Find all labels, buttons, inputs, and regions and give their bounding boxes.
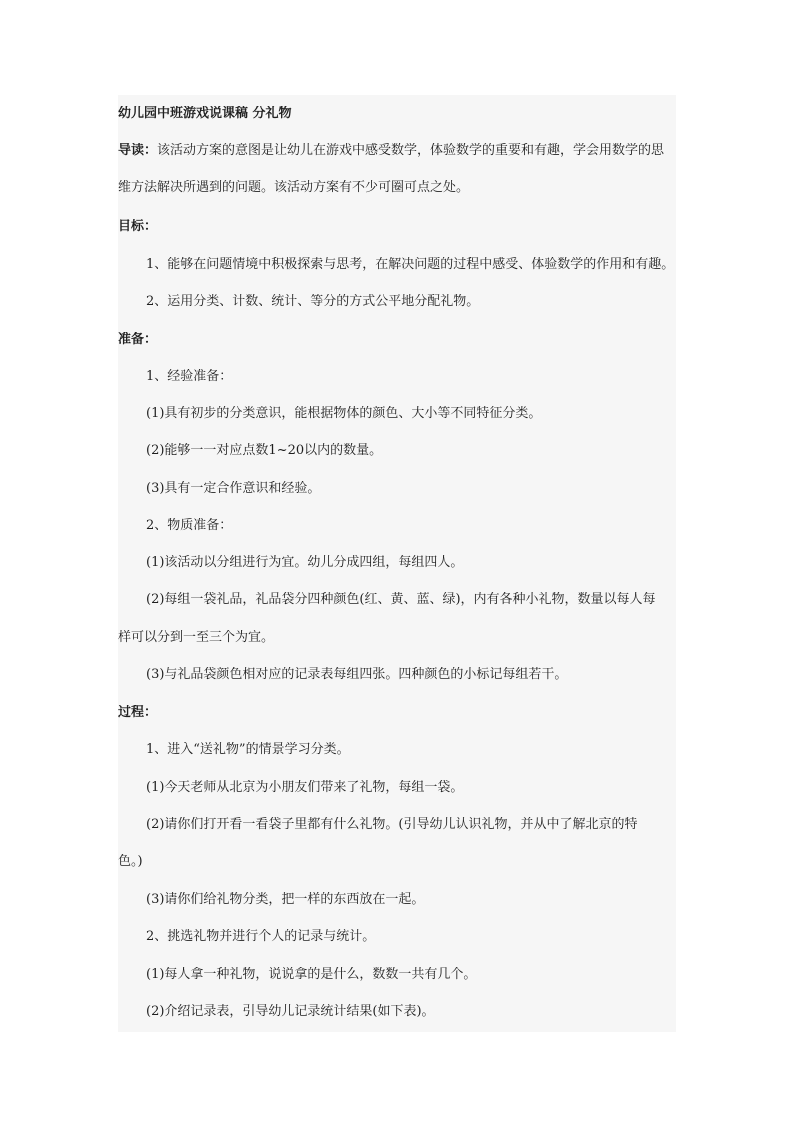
prep-material-item-2-line-1: (2)每组一袋礼品，礼品袋分四种颜色(红、黄、蓝、绿)，内有各种小礼物，数量以每人每 bbox=[146, 592, 656, 607]
document-page bbox=[118, 95, 676, 1032]
process-step-2-item-1: (1)每人拿一种礼物，说说拿的是什么，数数一共有几个。 bbox=[146, 967, 477, 982]
process-step-1-item-2-line-2: 色。) bbox=[118, 854, 143, 869]
goals-heading: 目标： bbox=[118, 219, 158, 234]
goal-item-2: 2、运用分类、计数、统计、等分的方式公平地分配礼物。 bbox=[146, 294, 480, 309]
prep-material-item-3: (3)与礼品袋颜色相对应的记录表每组四张。四种颜色的小标记每组若干。 bbox=[146, 667, 568, 682]
intro-label: 导读： bbox=[118, 143, 158, 158]
process-step-1-item-1: (1)今天老师从北京为小朋友们带来了礼物，每组一袋。 bbox=[146, 780, 464, 795]
process-step-1-heading: 1、进入“送礼物”的情景学习分类。 bbox=[146, 742, 350, 757]
process-step-2-item-2: (2)介绍记录表，引导幼儿记录统计结果(如下表)。 bbox=[146, 1004, 435, 1019]
intro-paragraph-line-2: 维方法解决所遇到的问题。该活动方案有不少可圈可点之处。 bbox=[118, 180, 470, 195]
process-heading: 过程： bbox=[118, 705, 158, 720]
prep-experience-heading: 1、经验准备： bbox=[146, 369, 233, 384]
prep-experience-item-2: (2)能够一一对应点数1~20以内的数量。 bbox=[146, 443, 383, 458]
process-step-1-item-2-line-1: (2)请你们打开看一看袋子里都有什么礼物。(引导幼儿认识礼物，并从中了解北京的特 bbox=[146, 817, 638, 832]
process-step-1-item-3: (3)请你们给礼物分类，把一样的东西放在一起。 bbox=[146, 892, 425, 907]
prep-material-heading: 2、物质准备： bbox=[146, 518, 233, 533]
prep-heading: 准备： bbox=[118, 332, 158, 347]
prep-experience-item-1: (1)具有初步的分类意识，能根据物体的颜色、大小等不同特征分类。 bbox=[146, 406, 542, 421]
intro-paragraph-line-1 bbox=[118, 143, 676, 159]
prep-experience-item-3: (3)具有一定合作意识和经验。 bbox=[146, 481, 321, 496]
document-title: 幼儿园中班游戏说课稿 分礼物 bbox=[118, 106, 292, 121]
prep-material-item-1: (1)该活动以分组进行为宜。幼儿分成四组，每组四人。 bbox=[146, 555, 464, 570]
prep-material-item-2-line-2: 样可以分到一至三个为宜。 bbox=[118, 630, 275, 645]
intro-text-1: 该活动方案的意图是让幼儿在游戏中感受数学，体验数学的重要和有趣，学会用数学的思 bbox=[157, 143, 665, 158]
goal-item-1: 1、能够在问题情境中积极探索与思考，在解决问题的过程中感受、体验数学的作用和有趣。 bbox=[146, 257, 675, 272]
process-step-2-heading: 2、挑选礼物并进行个人的记录与统计。 bbox=[146, 929, 376, 944]
